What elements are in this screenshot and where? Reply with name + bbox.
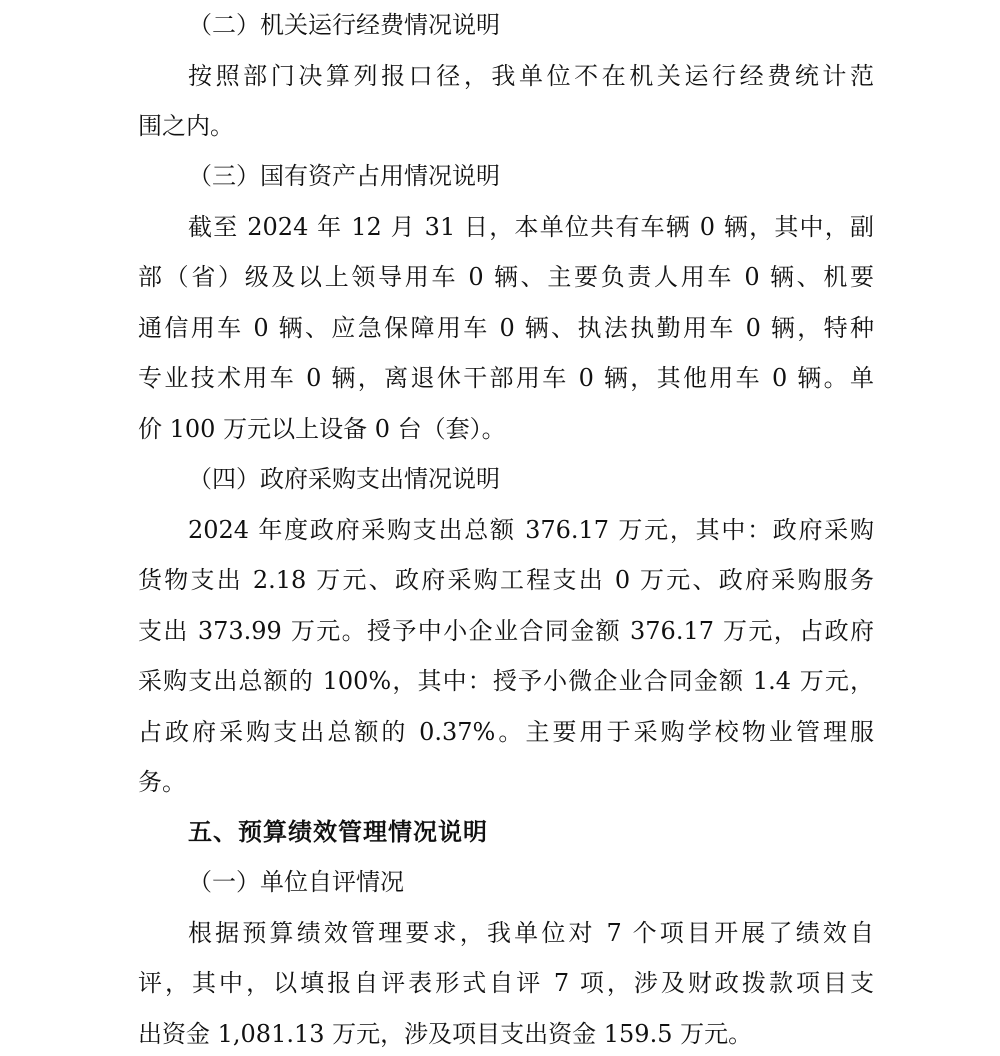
paragraph-line: 截至 2024 年 12 月 31 日，本单位共有车辆 0 辆，其中，副: [188, 213, 874, 241]
section-heading-5: 五、预算绩效管理情况说明: [188, 818, 488, 846]
paragraph-line: 采购支出总额的 100%，其中：授予小微企业合同金额 1.4 万元，: [138, 667, 874, 695]
paragraph-line: 出资金 1,081.13 万元，涉及项目支出资金 159.5 万元。: [138, 1020, 753, 1048]
paragraph-line: 通信用车 0 辆、应急保障用车 0 辆、执法执勤用车 0 辆，特种: [138, 314, 874, 342]
paragraph-line: 2024 年度政府采购支出总额 376.17 万元，其中：政府采购: [188, 516, 874, 544]
paragraph-line: 围之内。: [138, 112, 234, 140]
paragraph-line: 务。: [138, 768, 186, 796]
paragraph-line: 货物支出 2.18 万元、政府采购工程支出 0 万元、政府采购服务: [138, 566, 874, 594]
paragraph-line: 价 100 万元以上设备 0 台（套）。: [138, 415, 506, 443]
paragraph-line: 部（省）级及以上领导用车 0 辆、主要负责人用车 0 辆、机要: [138, 263, 874, 291]
paragraph-line: 支出 373.99 万元。授予中小企业合同金额 376.17 万元，占政府: [138, 617, 874, 645]
paragraph-line: 评，其中，以填报自评表形式自评 7 项，涉及财政拨款项目支: [138, 969, 874, 997]
subsection-heading-2: （二）机关运行经费情况说明: [188, 11, 500, 39]
subsection-heading-4: （四）政府采购支出情况说明: [188, 465, 500, 493]
paragraph-line: 按照部门决算列报口径，我单位不在机关运行经费统计范: [188, 62, 874, 90]
paragraph-line: 根据预算绩效管理要求，我单位对 7 个项目开展了绩效自: [188, 919, 874, 947]
paragraph-line: 占政府采购支出总额的 0.37%。主要用于采购学校物业管理服: [138, 718, 874, 746]
subsection-heading-3: （三）国有资产占用情况说明: [188, 162, 500, 190]
paragraph-line: 专业技术用车 0 辆，离退休干部用车 0 辆，其他用车 0 辆。单: [138, 364, 874, 392]
subsection-heading-5-1: （一）单位自评情况: [188, 868, 404, 896]
